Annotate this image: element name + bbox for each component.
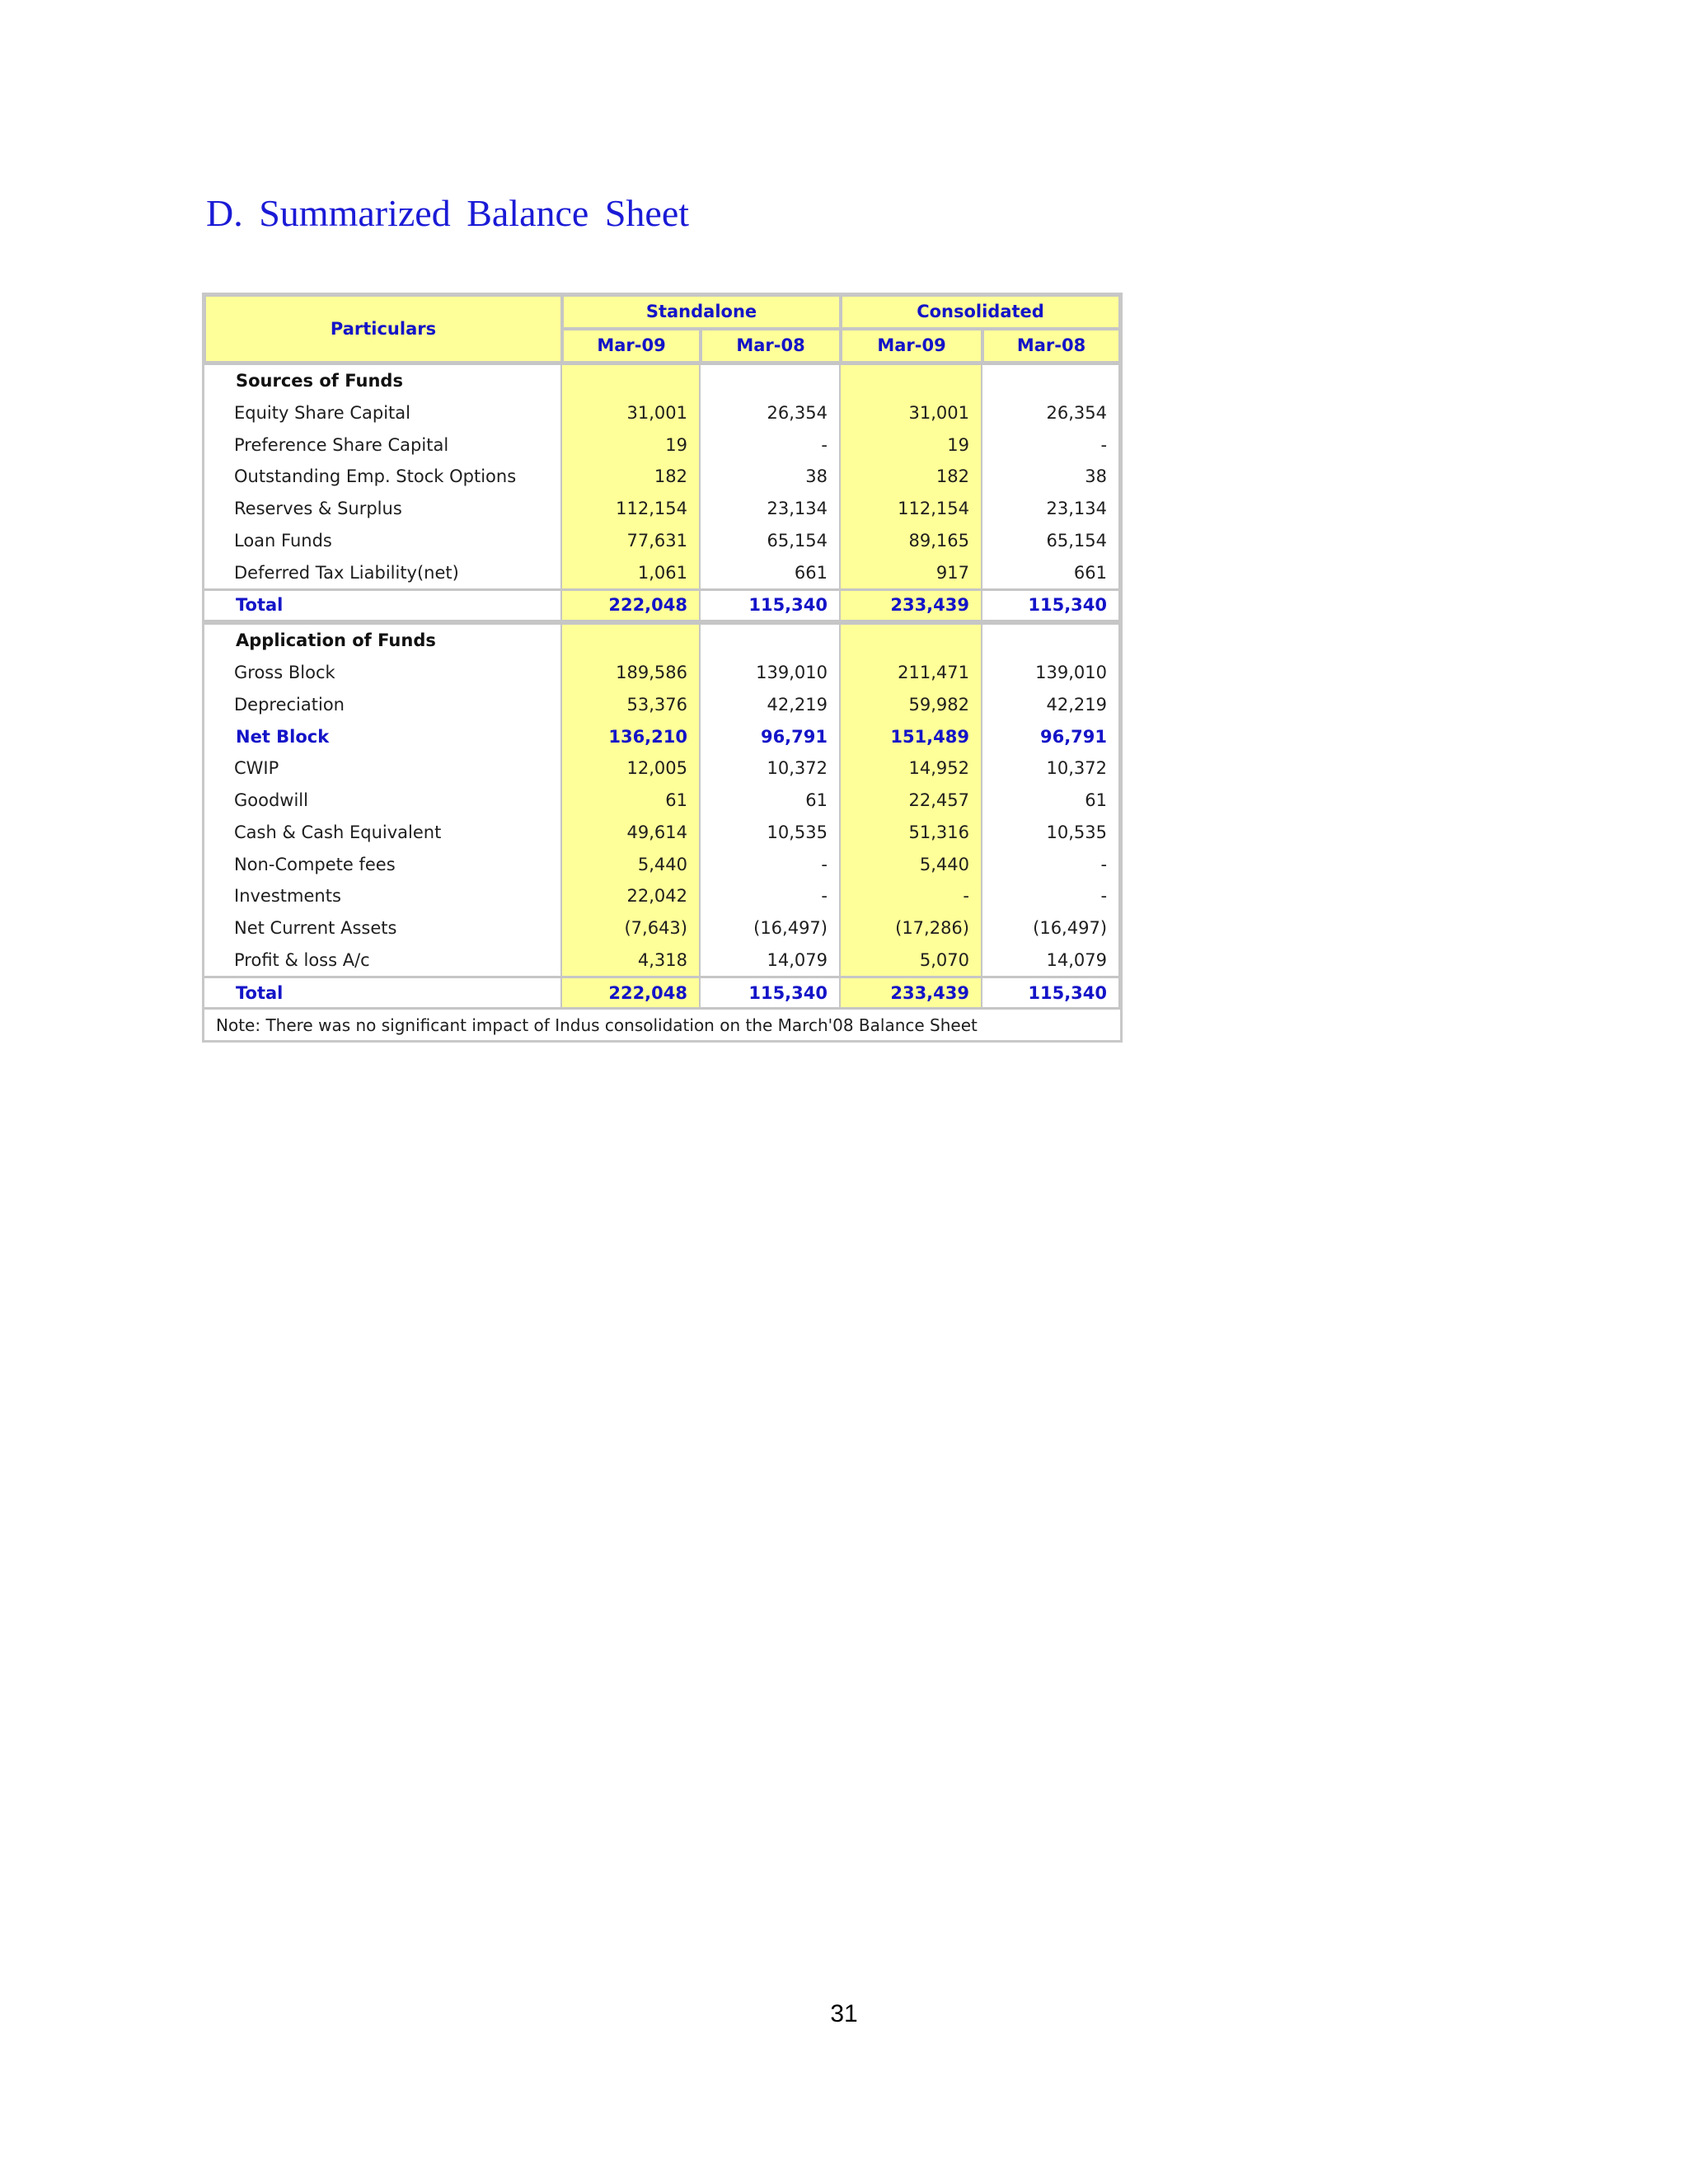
row-value: 14,079 [701, 944, 841, 977]
table-row [204, 396, 1120, 429]
header-standalone-mar09: Mar-09 [562, 329, 701, 363]
row-value: 182 [841, 461, 982, 493]
header-consolidated-mar09: Mar-09 [841, 329, 982, 363]
page-heading: D. Summarized Balance Sheet [206, 192, 690, 234]
row-value: 14,079 [982, 944, 1120, 977]
table-row [204, 817, 1120, 849]
row-value: - [701, 848, 841, 880]
row-label: Gross Block [204, 657, 562, 689]
row-label: Net Block [204, 720, 562, 752]
row-value: - [982, 880, 1120, 912]
row-value: 661 [982, 556, 1120, 588]
row-value: - [982, 429, 1120, 461]
row-value: - [701, 429, 841, 461]
row-value: 189,586 [562, 657, 701, 689]
total-row [204, 588, 1120, 622]
row-value: 61 [562, 785, 701, 817]
row-value: 59,982 [841, 688, 982, 720]
row-label: Total [204, 976, 562, 1010]
row-value: 917 [841, 556, 982, 588]
row-label: Net Current Assets [204, 912, 562, 944]
row-value: (7,643) [562, 912, 701, 944]
row-value: 139,010 [982, 657, 1120, 689]
section-title: Application of Funds [204, 622, 562, 657]
row-value: 1,061 [562, 556, 701, 588]
total-row [204, 976, 1120, 1010]
row-value: 112,154 [562, 493, 701, 525]
row-value: 12,005 [562, 752, 701, 785]
header-particulars: Particulars [204, 295, 562, 363]
row-label: CWIP [204, 752, 562, 785]
row-label: Preference Share Capital [204, 429, 562, 461]
row-label: Equity Share Capital [204, 396, 562, 429]
table-row [204, 688, 1120, 720]
row-value: 19 [562, 429, 701, 461]
page-number: 31 [830, 2000, 858, 2027]
row-value: 22,042 [562, 880, 701, 912]
section-spacer-cell [982, 363, 1120, 397]
row-value: 4,318 [562, 944, 701, 977]
section-header-row [204, 363, 1120, 397]
row-value: 115,340 [701, 976, 841, 1010]
row-value: 23,134 [982, 493, 1120, 525]
table-row [204, 461, 1120, 493]
table-row [204, 944, 1120, 977]
row-value: 31,001 [562, 396, 701, 429]
row-value: 115,340 [982, 588, 1120, 622]
row-value: 31,001 [841, 396, 982, 429]
row-value: 42,219 [701, 688, 841, 720]
row-value: 77,631 [562, 525, 701, 557]
row-value: 89,165 [841, 525, 982, 557]
row-value: 5,440 [562, 848, 701, 880]
row-value: 115,340 [701, 588, 841, 622]
row-value: - [982, 848, 1120, 880]
row-label: Investments [204, 880, 562, 912]
table-row [204, 785, 1120, 817]
row-value: 61 [701, 785, 841, 817]
row-value: 65,154 [701, 525, 841, 557]
row-value: 233,439 [841, 976, 982, 1010]
section-spacer-cell [841, 363, 982, 397]
row-value: 5,440 [841, 848, 982, 880]
table-row [204, 525, 1120, 557]
row-value: 19 [841, 429, 982, 461]
row-value: 10,372 [982, 752, 1120, 785]
row-value: 661 [701, 556, 841, 588]
row-value: 182 [562, 461, 701, 493]
row-value: 112,154 [841, 493, 982, 525]
row-label: Non-Compete fees [204, 848, 562, 880]
table-row [204, 657, 1120, 689]
row-value: 222,048 [562, 976, 701, 1010]
row-value: 14,952 [841, 752, 982, 785]
section-spacer-cell [562, 622, 701, 657]
row-label: Cash & Cash Equivalent [204, 817, 562, 849]
section-spacer-cell [982, 622, 1120, 657]
header-standalone-mar08: Mar-08 [701, 329, 841, 363]
row-label: Loan Funds [204, 525, 562, 557]
row-value: 136,210 [562, 720, 701, 752]
row-label: Outstanding Emp. Stock Options [204, 461, 562, 493]
header-standalone: Standalone [562, 295, 841, 329]
note-row [204, 1010, 1120, 1040]
table-row [204, 493, 1120, 525]
table-row [204, 848, 1120, 880]
table-note: Note: There was no significant impact of Indus consolidation on the March'08 Balance Sheet [216, 1015, 978, 1035]
row-value: (17,286) [841, 912, 982, 944]
row-value: 96,791 [701, 720, 841, 752]
balance-sheet-table [202, 293, 1123, 1043]
row-value: 38 [701, 461, 841, 493]
row-value: - [701, 880, 841, 912]
row-value: 38 [982, 461, 1120, 493]
header-consolidated-mar08: Mar-08 [982, 329, 1120, 363]
row-label: Total [204, 588, 562, 622]
table-row [204, 720, 1120, 752]
row-label: Profit & loss A/c [204, 944, 562, 977]
row-value: 5,070 [841, 944, 982, 977]
row-value: 10,535 [701, 817, 841, 849]
row-value: 222,048 [562, 588, 701, 622]
row-value: 23,134 [701, 493, 841, 525]
row-value: 10,535 [982, 817, 1120, 849]
section-spacer-cell [841, 622, 982, 657]
row-label: Goodwill [204, 785, 562, 817]
header-consolidated: Consolidated [841, 295, 1120, 329]
row-value: 42,219 [982, 688, 1120, 720]
row-value: 51,316 [841, 817, 982, 849]
row-value: 65,154 [982, 525, 1120, 557]
balance-sheet-grid [204, 295, 1120, 1040]
row-value: 151,489 [841, 720, 982, 752]
row-value: 10,372 [701, 752, 841, 785]
row-value: 22,457 [841, 785, 982, 817]
row-value: 53,376 [562, 688, 701, 720]
row-label: Depreciation [204, 688, 562, 720]
row-value: (16,497) [701, 912, 841, 944]
table-row [204, 912, 1120, 944]
row-label: Reserves & Surplus [204, 493, 562, 525]
row-value: 211,471 [841, 657, 982, 689]
row-value: 26,354 [982, 396, 1120, 429]
row-value: (16,497) [982, 912, 1120, 944]
section-spacer-cell [562, 363, 701, 397]
table-row [204, 429, 1120, 461]
row-value: 115,340 [982, 976, 1120, 1010]
section-spacer-cell [701, 363, 841, 397]
section-header-row [204, 622, 1120, 657]
row-value: 96,791 [982, 720, 1120, 752]
table-row [204, 880, 1120, 912]
row-value: 139,010 [701, 657, 841, 689]
row-value: 61 [982, 785, 1120, 817]
table-row [204, 752, 1120, 785]
row-value: - [841, 880, 982, 912]
row-value: 26,354 [701, 396, 841, 429]
table-row [204, 556, 1120, 588]
section-title: Sources of Funds [204, 363, 562, 397]
row-value: 49,614 [562, 817, 701, 849]
row-value: 233,439 [841, 588, 982, 622]
row-label: Deferred Tax Liability(net) [204, 556, 562, 588]
section-spacer-cell [701, 622, 841, 657]
